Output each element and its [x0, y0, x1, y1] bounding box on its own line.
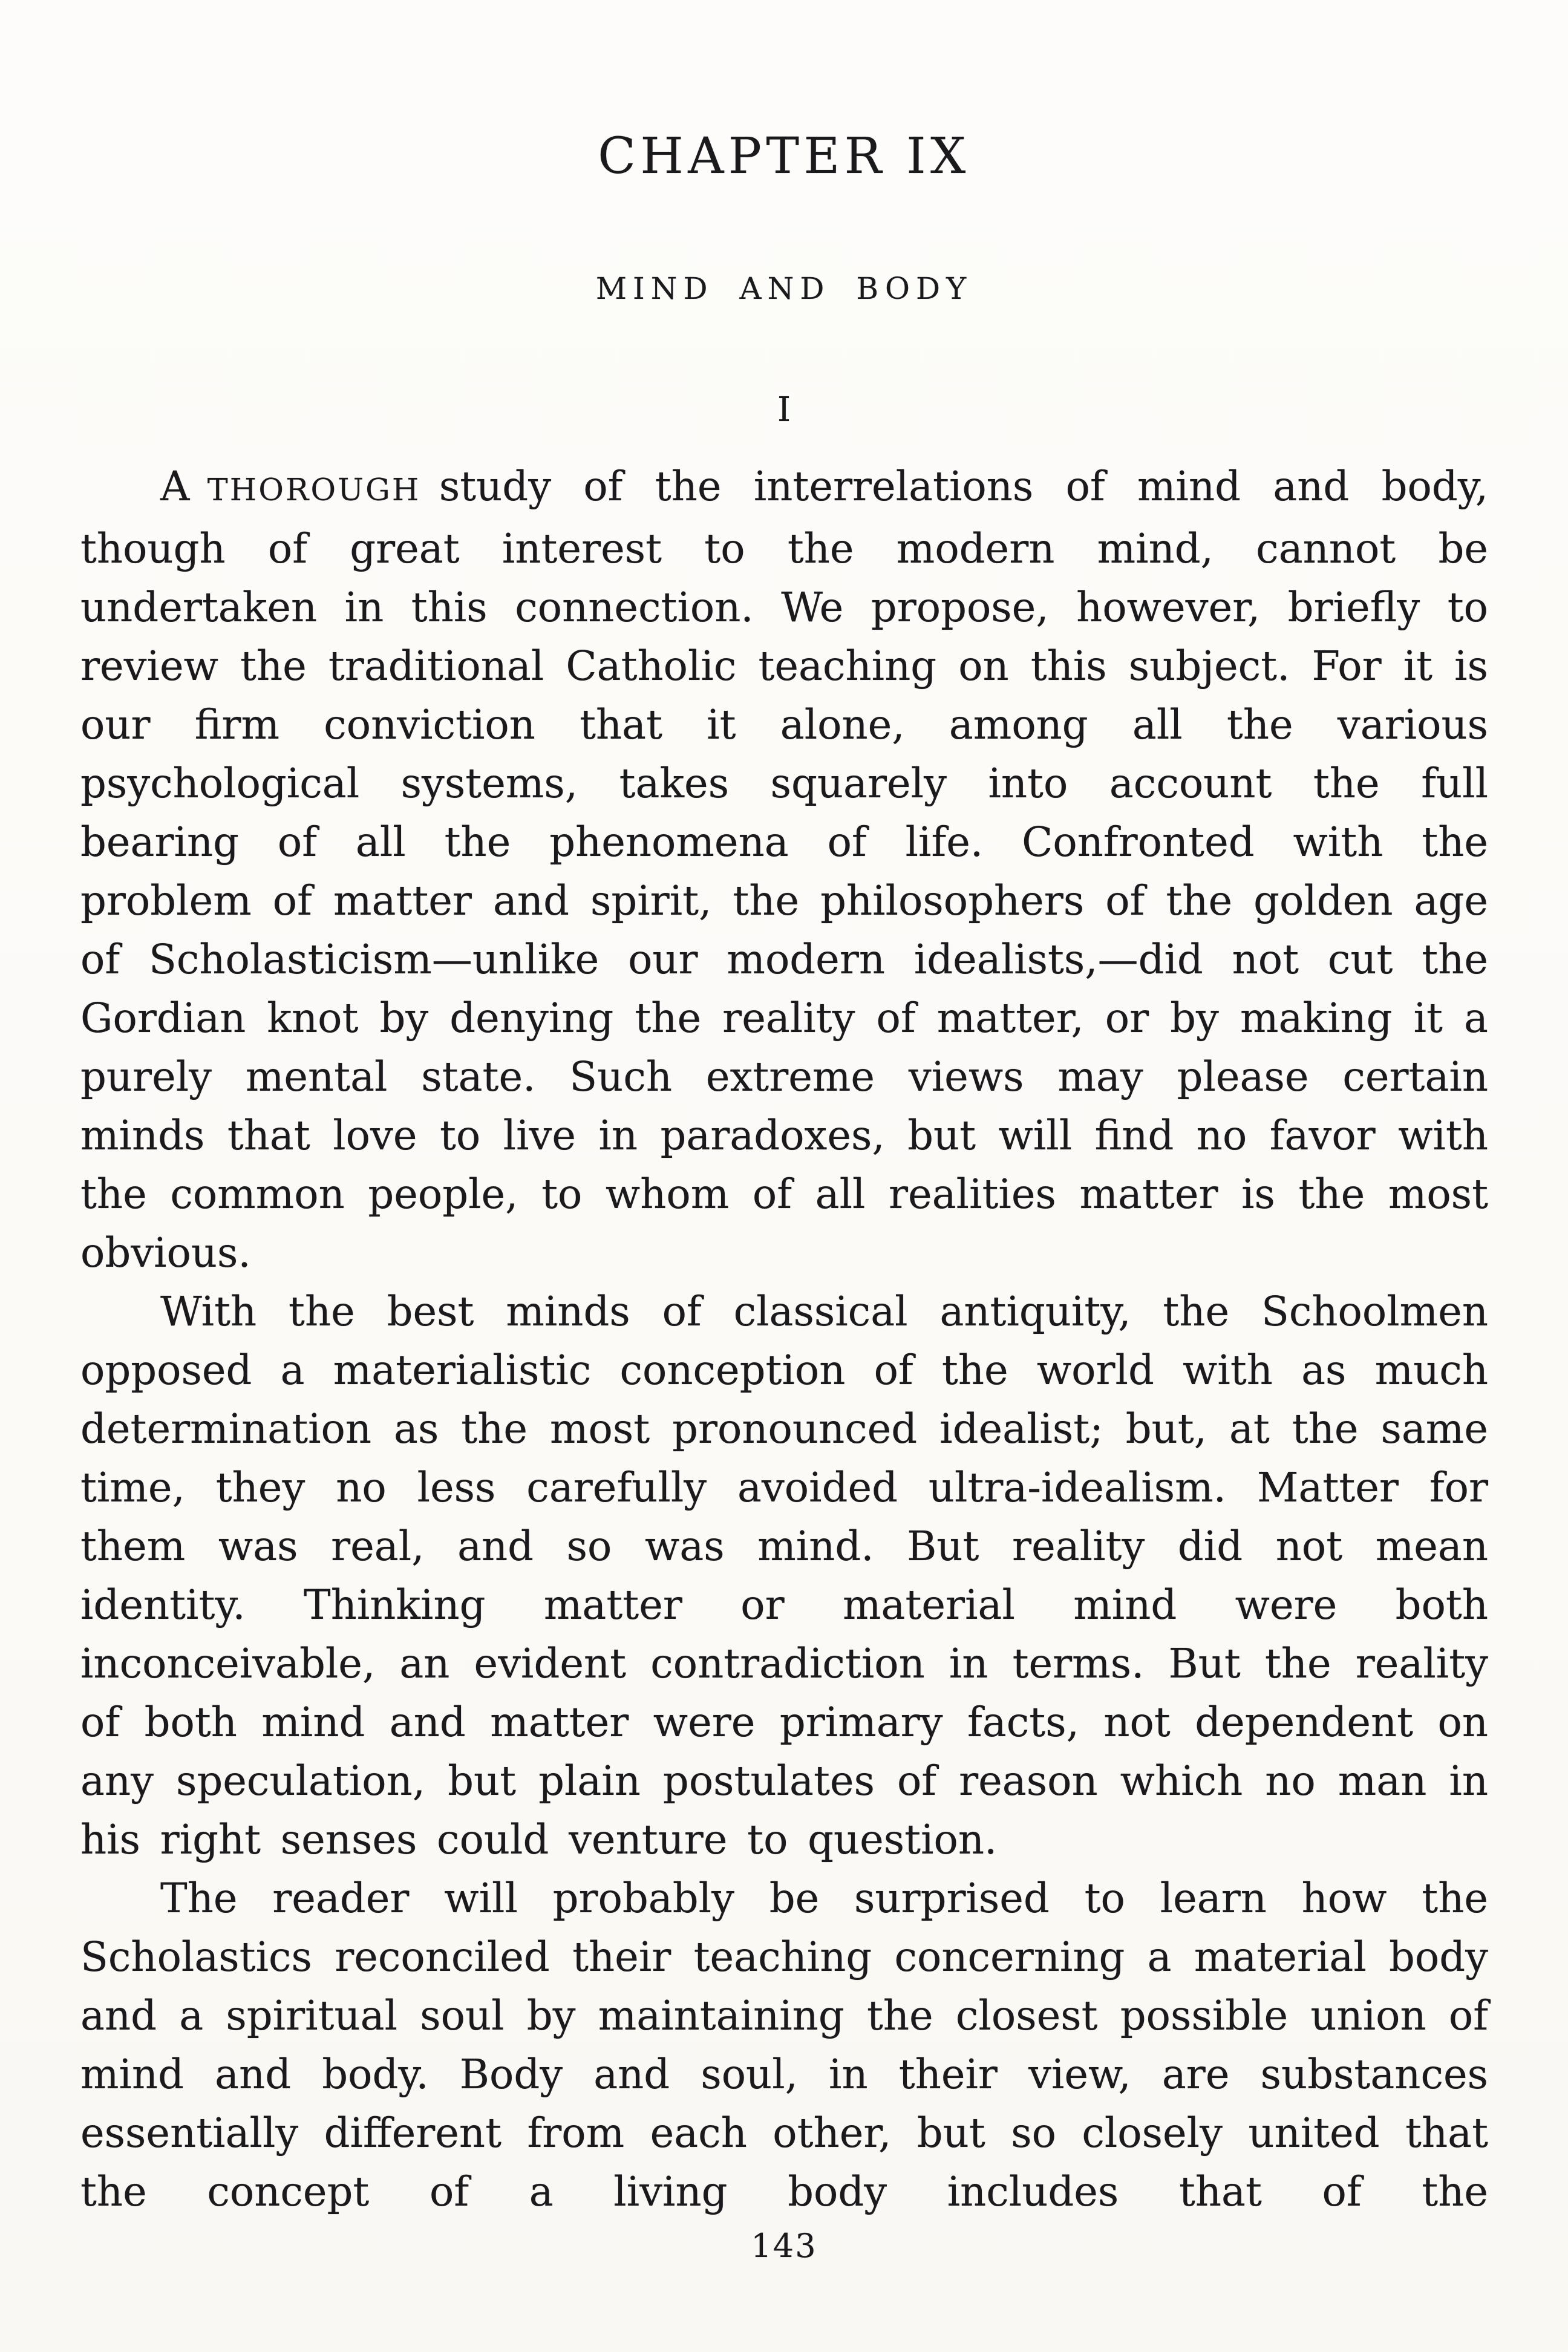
- chapter-subheading: MIND AND BODY: [595, 271, 973, 306]
- chapter-heading: CHAPTER IX: [598, 128, 970, 185]
- paragraph-1: [80, 457, 1488, 1282]
- paragraph-lead-cap: A: [160, 463, 191, 510]
- paragraph-lead-smallcaps: THOROUGH: [207, 472, 421, 508]
- paragraph-2: [80, 1282, 1488, 1869]
- paragraph-text: With the best minds of classical antiquity, the Schoolmen opposed a materialistic conception of the world with as much determination as the most pronounced idealist; but, at the same time, they no less carefully avoided ultra-idealism. Matter for them was real, and so was mind. But reality did not mean identity. Thinking matter or material mind were both inconceivable, an evident contradiction in terms. But the reality of both mind and matter were primary facts, not dependent on any speculation, but plain postulates of reason which no man in his right senses could venture to question.: [80, 1288, 1488, 1863]
- paragraph-text: study of the interrelations of mind and body, though of great interest to the modern mind, cannot be undertaken in this connection. We propose, however, briefly to review the traditional Catholic teaching on this subject. For it is our firm conviction that it alone, among all the various psychological systems, takes squarely into account the full bearing of all the phenomena of life. Confronted with the problem of matter and spirit, the philosophers of the golden age of Scholasticism—unlike our modern idealists,—did not cut the Gordian knot by denying the reality of matter, or by making it a purely mental state. Such extreme views may please certain minds that love to live in paradoxes, but will find no favor with the common people, to whom of all realities matter is the most obvious.: [80, 463, 1488, 1276]
- section-numeral: I: [777, 390, 791, 430]
- paragraph-text: The reader will probably be surprised to learn how the Scholastics reconciled their teaching concerning a material body and a spiritual soul by maintaining the closest possible union of mind and body. Body and soul, in their view, are substances essentially different from each other, but so closely united that the concept of a living body includes that of the: [80, 1875, 1488, 2215]
- page-number: 143: [751, 2227, 817, 2265]
- body-text: [80, 457, 1488, 2221]
- paragraph-3: [80, 1869, 1488, 2221]
